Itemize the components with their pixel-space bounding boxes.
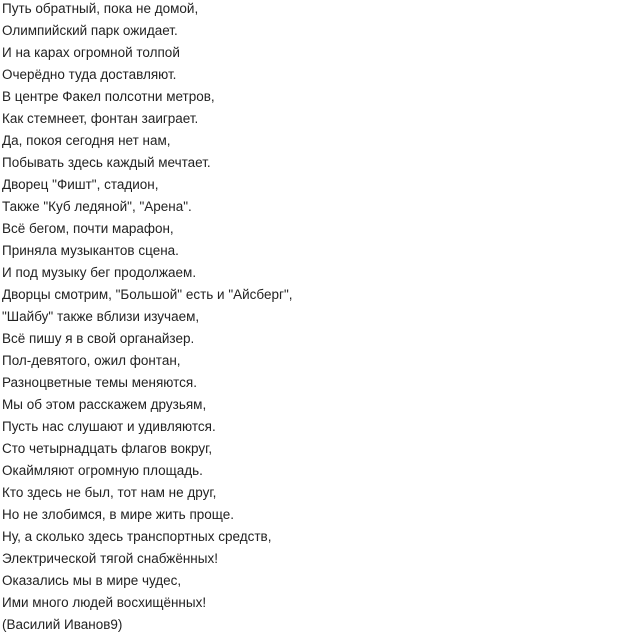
poem-line: Разноцветные темы меняются.	[2, 375, 197, 390]
poem-author: (Василий Иванов9)	[2, 617, 123, 632]
poem-line: В центре Факел полсотни метров,	[2, 89, 215, 104]
poem-line: Оказались мы в мире чудес,	[2, 573, 182, 588]
poem-line: Сто четырнадцать флагов вокруг,	[2, 441, 213, 456]
poem-line: Также "Куб ледяной", "Арена".	[2, 199, 192, 214]
poem-line: Дворец "Фишт", стадион,	[2, 177, 159, 192]
poem-line: Побывать здесь каждый мечтает.	[2, 155, 211, 170]
poem-line: Ну, а сколько здесь транспортных средств,	[2, 529, 272, 544]
poem-line: Приняла музыкантов сцена.	[2, 243, 179, 258]
poem-line: Дворцы смотрим, "Большой" есть и "Айсберг",	[2, 287, 293, 302]
poem-line: Ими много людей восхищённых!	[2, 595, 207, 610]
poem-line: Всё бегом, почти марафон,	[2, 221, 174, 236]
poem-line: Как стемнеет, фонтан заиграет.	[2, 111, 199, 126]
poem-line: Пол-девятого, ожил фонтан,	[2, 353, 181, 368]
poem-line: И на карах огромной толпой	[2, 45, 180, 60]
poem-line: И под музыку бег продолжаем.	[2, 265, 197, 280]
poem-line: Мы об этом расскажем друзьям,	[2, 397, 207, 412]
poem-line: Электрической тягой снабжённых!	[2, 551, 218, 566]
poem-line: Путь обратный, пока не домой,	[2, 1, 199, 16]
poem-line: Но не злобимся, в мире жить проще.	[2, 507, 235, 522]
poem-line: "Шайбу" также вблизи изучаем,	[2, 309, 200, 324]
poem-line: Очерёдно туда доставляют.	[2, 67, 177, 82]
poem-line: Да, покоя сегодня нет нам,	[2, 133, 171, 148]
poem-line: Олимпийский парк ожидает.	[2, 23, 178, 38]
poem-line: Всё пишу я в свой органайзер.	[2, 331, 195, 346]
poem-line: Окаймляют огромную площадь.	[2, 463, 203, 478]
poem-line: Кто здесь не был, тот нам не друг,	[2, 485, 217, 500]
poem-line: Пусть нас слушают и удивляются.	[2, 419, 216, 434]
